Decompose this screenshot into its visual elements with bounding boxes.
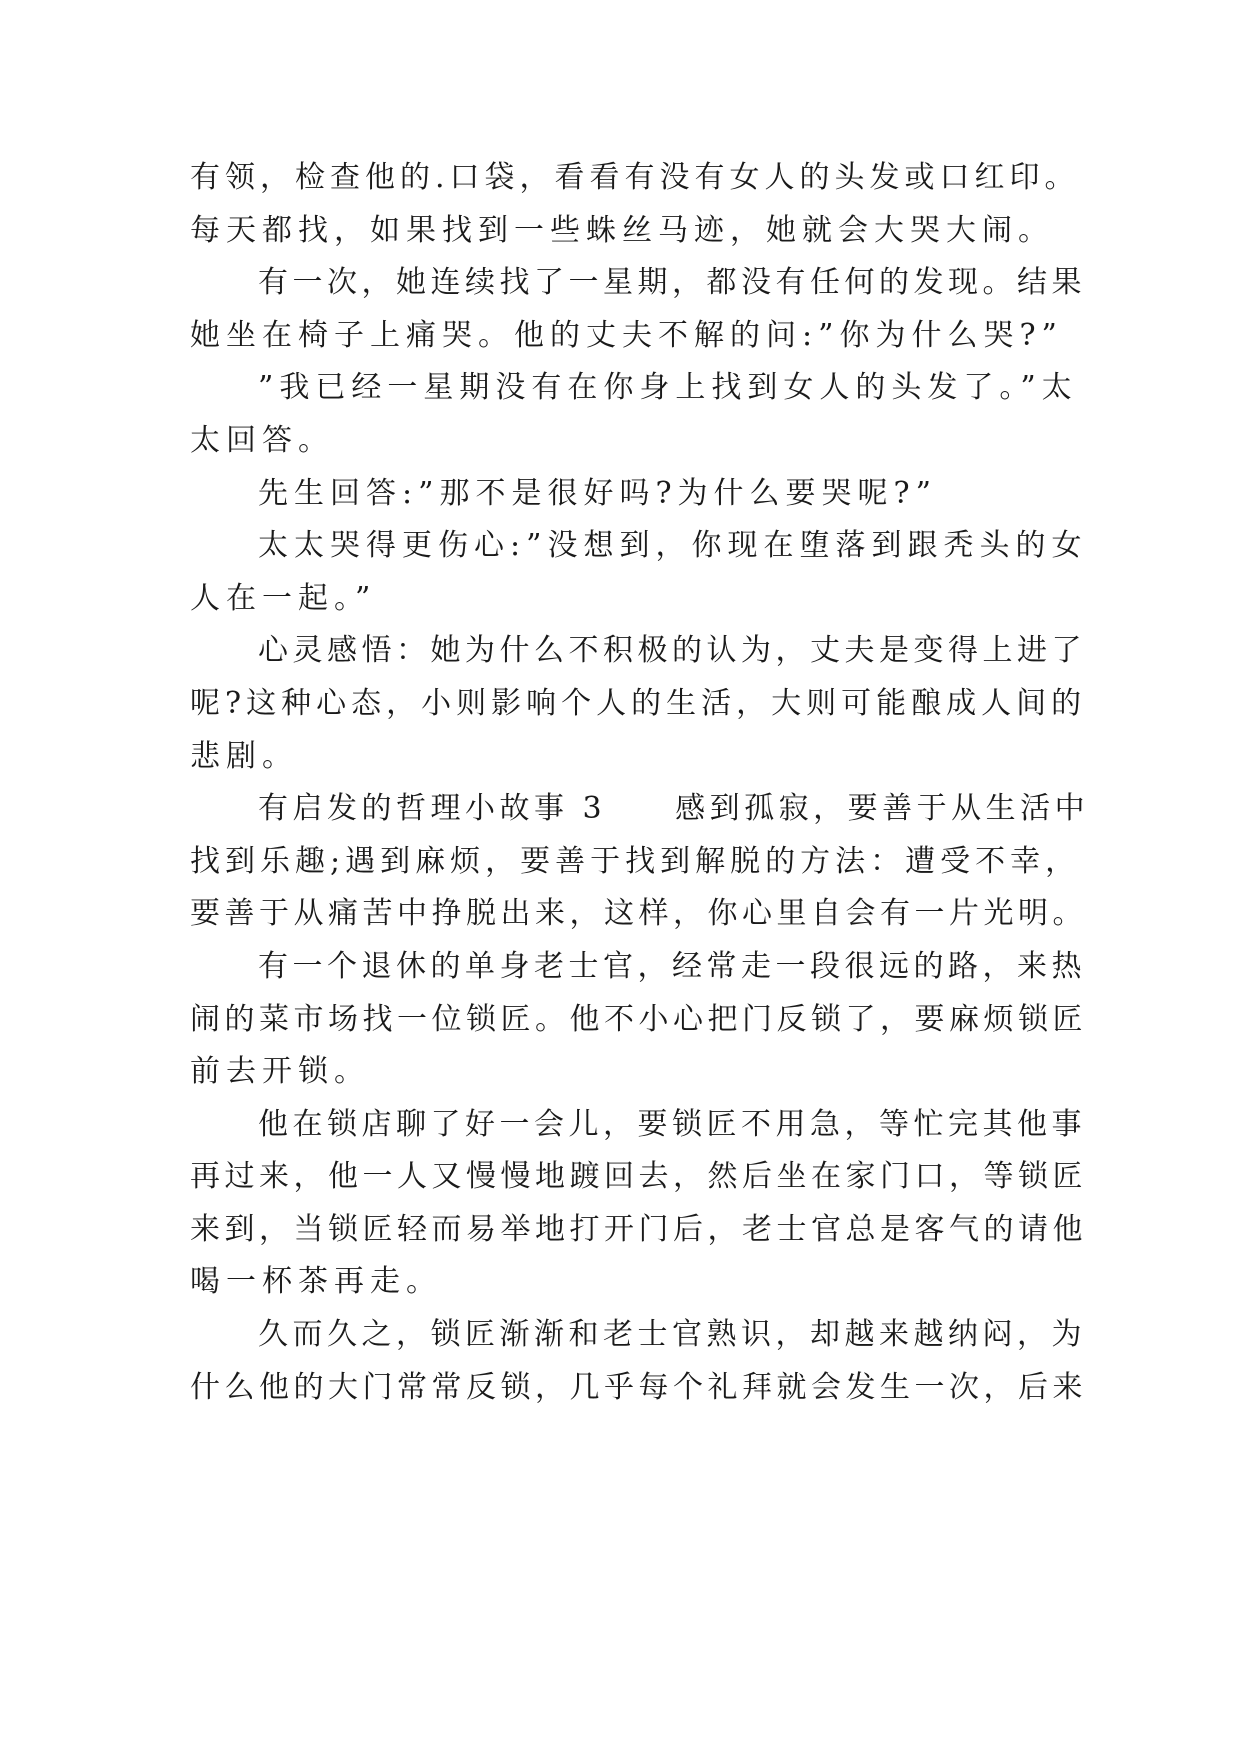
text-line: 他在锁店聊了好一会儿，要锁匠不用急，等忙完其他事 bbox=[258, 1106, 1086, 1142]
text-line: 闹的菜市场找一位锁匠。他不小心把门反锁了，要麻烦锁匠 bbox=[190, 1001, 1087, 1037]
text-line: 什么他的大门常常反锁，几乎每个礼拜就会发生一次，后来 bbox=[190, 1369, 1087, 1405]
text-line: 前去开锁。 bbox=[190, 1054, 370, 1090]
text-line: 呢?这种心态，小则影响个人的生活，大则可能酿成人间的 bbox=[190, 685, 1087, 721]
text-line: 她坐在椅子上痛哭。他的丈夫不解的问:”你为什么哭?” bbox=[190, 317, 1063, 353]
text-line: 先生回答:”那不是很好吗?为什么要哭呢?” bbox=[258, 475, 937, 511]
text-line: 每天都找，如果找到一些蛛丝马迹，她就会大哭大闹。 bbox=[190, 212, 1054, 248]
text-line: 太回答。 bbox=[190, 422, 334, 458]
text-line: 太太哭得更伤心:”没想到，你现在堕落到跟秃头的女 bbox=[258, 528, 1088, 564]
text-line: 久而久之，锁匠渐渐和老士官熟识，却越来越纳闷，为 bbox=[258, 1317, 1086, 1353]
text-line: 有一次，她连续找了一星期，都没有任何的发现。结果 bbox=[258, 265, 1086, 301]
text-line: 喝一杯茶再走。 bbox=[190, 1264, 442, 1300]
text-line: 要善于从痛苦中挣脱出来，这样，你心里自会有一片光明。 bbox=[190, 896, 1087, 932]
text-line: ”我已经一星期没有在你身上找到女人的头发了。”太 bbox=[258, 370, 1078, 406]
text-line: 人在一起。” bbox=[190, 580, 377, 616]
text-line: 找到乐趣;遇到麻烦，要善于找到解脱的方法：遭受不幸， bbox=[190, 843, 1081, 879]
text-line: 来到，当锁匠轻而易举地打开门后，老士官总是客气的请他 bbox=[190, 1211, 1087, 1247]
text-line: 悲剧。 bbox=[190, 738, 298, 774]
text-line: 再过来，他一人又慢慢地踱回去，然后坐在家门口，等锁匠 bbox=[190, 1159, 1087, 1195]
text-line: 有一个退休的单身老士官，经常走一段很远的路，来热 bbox=[258, 948, 1086, 984]
text-line: 心灵感悟：她为什么不积极的认为，丈夫是变得上进了 bbox=[258, 633, 1086, 669]
text-line: 有领，检查他的.口袋，看看有没有女人的头发或口红印。 bbox=[190, 160, 1080, 195]
text-line: 有启发的哲理小故事 3 感到孤寂，要善于从生活中 bbox=[258, 791, 1090, 827]
document-body bbox=[190, 152, 1090, 1414]
